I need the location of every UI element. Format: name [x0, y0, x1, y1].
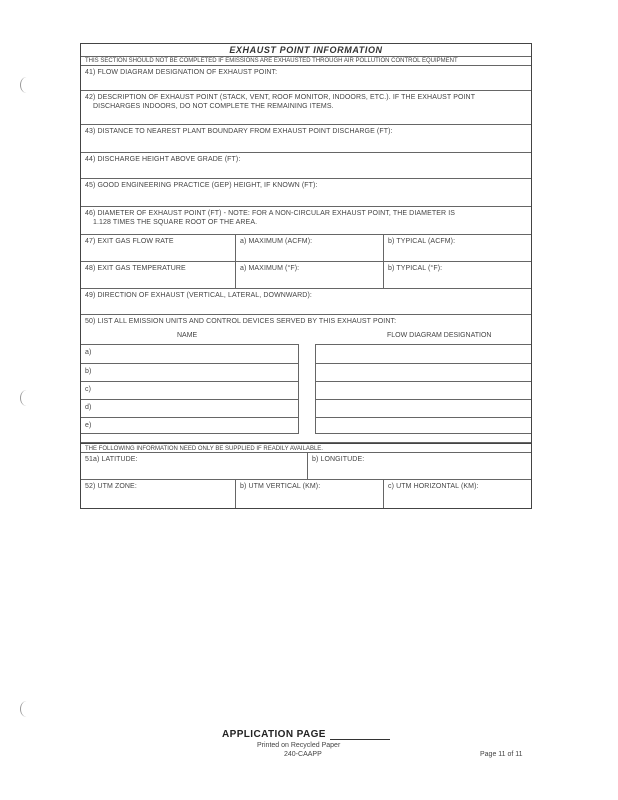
- q50-row-label: c): [85, 386, 92, 393]
- q41-row[interactable]: [81, 66, 531, 91]
- q43-label: 43) DISTANCE TO NEAREST PLANT BOUNDARY FROM EXHAUST POINT DISCHARGE (FT):: [85, 128, 393, 135]
- q42-row[interactable]: [81, 91, 531, 125]
- section-notice: THIS SECTION SHOULD NOT BE COMPLETED IF EMISSIONS ARE EXHAUSTED THROUGH AIR POLLUTION CONTROL EQUIPMENT: [85, 58, 458, 64]
- q50-name-header: NAME: [177, 332, 198, 339]
- q42-label: [81, 91, 531, 114]
- q50-name-row-c[interactable]: [81, 381, 298, 400]
- q50-row-label: d): [85, 404, 92, 411]
- q50-flow-row-d[interactable]: [316, 399, 531, 418]
- q50-name-row-a[interactable]: [81, 345, 298, 363]
- q42-line2: DISCHARGES INDOORS, DO NOT COMPLETE THE REMAINING ITEMS.: [93, 102, 334, 110]
- q50-label: 50) LIST ALL EMISSION UNITS AND CONTROL DEVICES SERVED BY THIS EXHAUST POINT:: [85, 318, 397, 325]
- q47-typical-field[interactable]: b) TYPICAL (ACFM):: [383, 235, 531, 261]
- binder-hole: [20, 390, 33, 406]
- q50-row-label: b): [85, 368, 92, 375]
- q50-flow-header: FLOW DIAGRAM DESIGNATION: [387, 332, 492, 339]
- q52-utm-horizontal-field[interactable]: c) UTM HORIZONTAL (KM):: [383, 480, 531, 508]
- q50-name-row-e[interactable]: [81, 417, 298, 436]
- q50-name-column: [81, 344, 299, 434]
- q50-flow-column: [315, 344, 531, 434]
- q50-flow-row-c[interactable]: [316, 381, 531, 400]
- q42-line1: 42) DESCRIPTION OF EXHAUST POINT (STACK, VENT, ROOF MONITOR, INDOORS, ETC.). IF THE EXHAUST POINT: [85, 94, 476, 101]
- q52-row: [81, 480, 531, 508]
- q46-line1: 46) DIAMETER OF EXHAUST POINT (FT) - NOTE: FOR A NON-CIRCULAR EXHAUST POINT, THE DIAMETER IS: [85, 210, 456, 217]
- q50-row-label: e): [85, 422, 92, 429]
- page-count: Page 11 of 11: [480, 751, 523, 758]
- q51-latitude-field[interactable]: 51a) LATITUDE:: [85, 456, 138, 463]
- q52-utm-vertical-field[interactable]: b) UTM VERTICAL (KM):: [235, 480, 383, 508]
- recycled-paper-note: Printed on Recycled Paper: [257, 742, 341, 749]
- q41-label: 41) FLOW DIAGRAM DESIGNATION OF EXHAUST POINT:: [85, 69, 278, 76]
- q51-row: [81, 453, 531, 480]
- q49-label: 49) DIRECTION OF EXHAUST (VERTICAL, LATERAL, DOWNWARD):: [85, 292, 312, 299]
- optional-notice-row: [81, 443, 531, 453]
- q45-label: 45) GOOD ENGINEERING PRACTICE (GEP) HEIGHT, IF KNOWN (FT):: [85, 182, 318, 189]
- q48-typical-field[interactable]: b) TYPICAL (°F):: [383, 262, 531, 288]
- q45-row[interactable]: [81, 179, 531, 207]
- section-notice-row: [81, 57, 531, 66]
- exhaust-point-form: [80, 43, 532, 509]
- q47-label: 47) EXIT GAS FLOW RATE: [85, 238, 174, 245]
- q50-flow-row-a[interactable]: [316, 345, 531, 363]
- q50-block: [81, 315, 531, 443]
- q48-row: [81, 262, 531, 289]
- optional-notice: THE FOLLOWING INFORMATION NEED ONLY BE SUPPLIED IF READILY AVAILABLE.: [85, 446, 323, 452]
- q47-row: [81, 235, 531, 262]
- q50-name-row-b[interactable]: [81, 363, 298, 382]
- binder-hole: [20, 77, 33, 93]
- q50-flow-row-b[interactable]: [316, 363, 531, 382]
- section-title: EXHAUST POINT INFORMATION: [229, 45, 383, 55]
- q50-name-row-d[interactable]: [81, 399, 298, 418]
- form-code: 240-CAAPP: [284, 751, 322, 758]
- q50-row-label: a): [85, 349, 92, 356]
- section-title-row: [81, 44, 531, 57]
- q47-max-field[interactable]: a) MAXIMUM (ACFM):: [235, 235, 383, 261]
- q48-max-field[interactable]: a) MAXIMUM (°F):: [235, 262, 383, 288]
- application-page-title: APPLICATION PAGE: [222, 729, 326, 740]
- q46-row[interactable]: [81, 207, 531, 235]
- q44-row[interactable]: [81, 153, 531, 179]
- q50-flow-row-e[interactable]: [316, 417, 531, 436]
- q44-label: 44) DISCHARGE HEIGHT ABOVE GRADE (FT):: [85, 156, 241, 163]
- q46-label: [81, 207, 531, 230]
- q52-utm-zone-field[interactable]: 52) UTM ZONE:: [85, 483, 137, 490]
- q46-line2: 1.128 TIMES THE SQUARE ROOT OF THE AREA.: [93, 218, 258, 226]
- q51-longitude-field[interactable]: b) LONGITUDE:: [307, 453, 531, 479]
- binder-hole: [20, 701, 33, 717]
- q49-row[interactable]: [81, 289, 531, 315]
- page-number-blank: [330, 739, 390, 740]
- q48-label: 48) EXIT GAS TEMPERATURE: [85, 265, 186, 272]
- q43-row[interactable]: [81, 125, 531, 153]
